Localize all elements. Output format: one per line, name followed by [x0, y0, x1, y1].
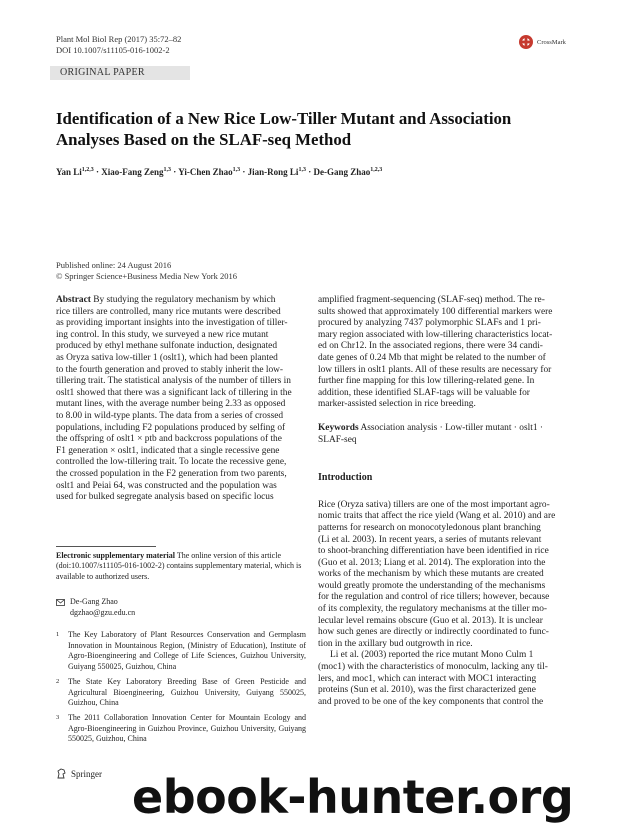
- text-line: patterns for research on monocotyledonous plant branching: [318, 522, 541, 533]
- text-line: oslt1 showed that there was a significant lack of tillering in the: [56, 387, 292, 398]
- author-name[interactable]: Yan Li$^{1,2,3}$: [56, 167, 94, 177]
- author-separator: ·: [171, 167, 179, 177]
- author-affiliation-sup: 1,3: [163, 167, 172, 173]
- text-line: proteins (Sun et al. 2010), was the first characterized gene: [318, 685, 536, 696]
- author-name[interactable]: Xiao-Fang Zeng$^{1,3}$: [101, 167, 172, 177]
- text-line: ed on Chr12. In the associated regions, there were 34 candi-: [318, 341, 543, 352]
- article-type-badge: ORIGINAL PAPER: [50, 66, 190, 80]
- article-title: [56, 108, 576, 150]
- text-line: the offspring of oslt1 × ptb and backcross populations of the: [56, 434, 282, 445]
- author-affiliation-sup: 1,2,3: [370, 167, 383, 173]
- text-line: populations, including F2 populations produced by selfing of: [56, 422, 286, 433]
- author-separator: ·: [305, 167, 314, 177]
- affiliation-number: 2: [56, 678, 60, 685]
- text-line: mutant lines, with the average number being 2.33 as opposed: [56, 399, 286, 410]
- corresponding-email[interactable]: dgzhao@gzu.edu.cn: [70, 607, 136, 617]
- text-line: procured by analyzing 7437 polymorphic SLAFs and 1 pri-: [318, 318, 541, 329]
- watermark: ebook-hunter.org: [132, 770, 574, 824]
- text-line: for the regulation and control of rice tillers; however, because: [318, 592, 550, 603]
- keywords-line-2: SLAF-seq: [318, 434, 357, 445]
- corresponding-author: De-Gang Zhao: [70, 597, 118, 606]
- affiliation-number: 3: [56, 714, 60, 721]
- publisher-footer: [56, 768, 102, 779]
- affiliation-2: [56, 677, 306, 709]
- keywords-label: Keywords: [318, 422, 359, 433]
- abstract-left: [56, 295, 306, 504]
- text-line: tion in the axillary bud outgrowth in rice.: [318, 638, 473, 649]
- introduction-paragraph-1: [318, 500, 568, 651]
- text-line: how such genes are directly or indirectly coordinated to func-: [318, 627, 549, 638]
- section-heading-introduction: Introduction: [318, 472, 373, 484]
- author-separator: ·: [240, 167, 248, 177]
- author-affiliation-sup: 1,3: [298, 167, 306, 173]
- affiliation-text: The Key Laboratory of Plant Resources Conservation and Germplasm Innovation in Mountainous Region, (Ministry of Education), Institute of Agro-Bioengineering and College of Life Sciences, Guizhou University, Guiyang 550025, Guizhou, China: [68, 630, 306, 671]
- text-line: produced by ethyl methane sulfonate induction, designated: [56, 341, 278, 352]
- author-affiliation-sup: 1,3: [232, 167, 241, 173]
- journal-citation: Plant Mol Biol Rep (2017) 35:72–82: [56, 34, 182, 44]
- published-date: Published online: 24 August 2016: [56, 260, 172, 270]
- text-line: marker-assisted selection in rice breeding.: [318, 399, 476, 410]
- text-line: controlled the low-tillering trait. To locate the recessive gene,: [56, 457, 287, 468]
- author-name[interactable]: De-Gang Zhao$^{1,2,3}$: [313, 167, 383, 177]
- journal-meta: [56, 34, 181, 56]
- author-affiliation-sup: 1,2,3: [81, 167, 94, 173]
- author-separator: ·: [93, 167, 102, 177]
- affiliation-text: The State Key Laboratory Breeding Base of Green Pesticide and Agricultural Bioengineering, Guizhou University, Guiyang 550025, Guizhou, China: [68, 677, 306, 707]
- publication-info: [56, 260, 237, 282]
- text-line: ing control. In this study, we surveyed a new rice mutant: [56, 329, 269, 340]
- text-line: and proved to be one of the key components that control the: [318, 696, 544, 707]
- text-line: the crossed population in the F2 generation from two parents,: [56, 468, 287, 479]
- text-line: addition, these identified SLAF-tags will be valuable for: [318, 387, 530, 398]
- author-name[interactable]: Yi-Chen Zhao$^{1,3}$: [178, 167, 241, 177]
- springer-horse-icon: [56, 768, 67, 779]
- title-line-1: Identification of a New Rice Low-Tiller Mutant and Association: [56, 109, 512, 128]
- text-line: Abstract By studying the regulatory mechanism by which: [56, 295, 276, 305]
- text-line: nomic traits that affect the rice yield (Wang et al. 2010) and are: [318, 511, 556, 522]
- author-name[interactable]: Jian-Rong Li$^{1,3}$: [247, 167, 306, 177]
- text-line: mary region associated with low-tillering characteristics locat-: [318, 329, 553, 340]
- text-line: lers, and moc1, which can interact with MOC1 interacting: [318, 673, 537, 684]
- text-line: date genes of 0.24 Mb that might be related to the number of: [318, 352, 546, 363]
- text-line: to 8.00 in wild-type plants. The data from a series of crossed: [56, 410, 284, 421]
- affiliation-number: 1: [56, 631, 60, 638]
- esm-label: Electronic supplementary material: [56, 551, 175, 560]
- esm-note: [56, 551, 306, 582]
- affiliation-text: The 2011 Collaboration Innovation Center for Mountain Ecology and Agro-Bioengineering in Guizhou Province, Guizhou University, Guiyang 550025, Guizhou, China: [68, 713, 306, 743]
- text-line: Rice (Oryza sativa) tillers are one of the most important agro-: [318, 499, 550, 510]
- doi[interactable]: DOI 10.1007/s11105-016-1002-2: [56, 45, 170, 55]
- esm-text: The online version of this article (doi:10.1007/s11105-016-1002-2) contains supplementary material, which is available to authorized users.: [56, 551, 302, 581]
- text-line: to shoot-branching differentiation have been identified in rice: [318, 546, 549, 557]
- keywords-line-1: Association analysis · Low-tiller mutant · oslt1 ·: [360, 422, 543, 433]
- text-line: used for bulked segregate analysis based on specific locus: [56, 492, 274, 503]
- text-line: (Guo et al. 2013; Liang et al. 2014). The exploration into the: [318, 557, 546, 568]
- text-line: works of the mechanism by which these mutants are created: [318, 569, 544, 580]
- crossmark-badge[interactable]: [518, 34, 566, 50]
- text-line: tillering trait. The statistical analysis of the number of tillers in: [56, 376, 291, 387]
- crossmark-label: CrossMark: [537, 38, 566, 46]
- text-line: of its complexity, the regulatory mechanisms at the tiller mo-: [318, 604, 548, 615]
- text-line: as providing important insights into the investigation of tiller-: [56, 318, 288, 329]
- crossmark-icon: [518, 34, 534, 50]
- copyright: © Springer Science+Business Media New York 2016: [56, 271, 237, 281]
- text-line: low tillers in oslt1 plants. All of these results are necessary for: [318, 364, 552, 375]
- text-line: would greatly promote the understanding of the mechanisms: [318, 580, 546, 591]
- publisher-name: Springer: [71, 768, 102, 779]
- introduction-paragraph-2: [318, 650, 568, 708]
- envelope-icon: [56, 599, 65, 606]
- right-column: [318, 295, 568, 708]
- text-line: (Li et al. 2003). In recent years, a series of mutants relevant: [318, 534, 542, 545]
- text-line: (moc1) with the characteristics of monoculm, lacking any til-: [318, 662, 548, 673]
- author-list: [56, 167, 576, 177]
- affiliation-3: [56, 713, 306, 745]
- abstract-label: Abstract: [56, 295, 94, 305]
- text-line: sults showed that approximately 100 differential markers were: [318, 306, 553, 317]
- footnote-rule: [56, 546, 156, 547]
- abstract-text: [56, 295, 306, 504]
- affiliation-1: [56, 630, 306, 672]
- text-line: F1 generation × oslt1, indicated that a single recessive gene: [56, 445, 280, 456]
- text-line: further fine mapping for this low tillering-related gene. In: [318, 376, 535, 387]
- title-line-2: Analyses Based on the SLAF-seq Method: [56, 130, 352, 149]
- keywords: [318, 423, 568, 446]
- correspondence: [56, 597, 135, 618]
- text-line: Li et al. (2003) reported the rice mutant Mono Culm 1: [330, 650, 534, 661]
- text-line: amplified fragment-sequencing (SLAF-seq) method. The re-: [318, 295, 545, 305]
- text-line: lecular level remains obscure (Guo et al. 2013). It is unclear: [318, 615, 543, 626]
- text-line: rice tillers are controlled, many rice mutants were described: [56, 306, 281, 317]
- abstract-continued: [318, 295, 568, 411]
- text-line: oslt1 and Peiai 64, was constructed and the population was: [56, 480, 277, 491]
- text-line: as Oryza sativa low-tiller 1 (oslt1), which had been planted: [56, 352, 278, 363]
- text-line: to the fourth generation and proved to stably inherit the low-: [56, 364, 284, 375]
